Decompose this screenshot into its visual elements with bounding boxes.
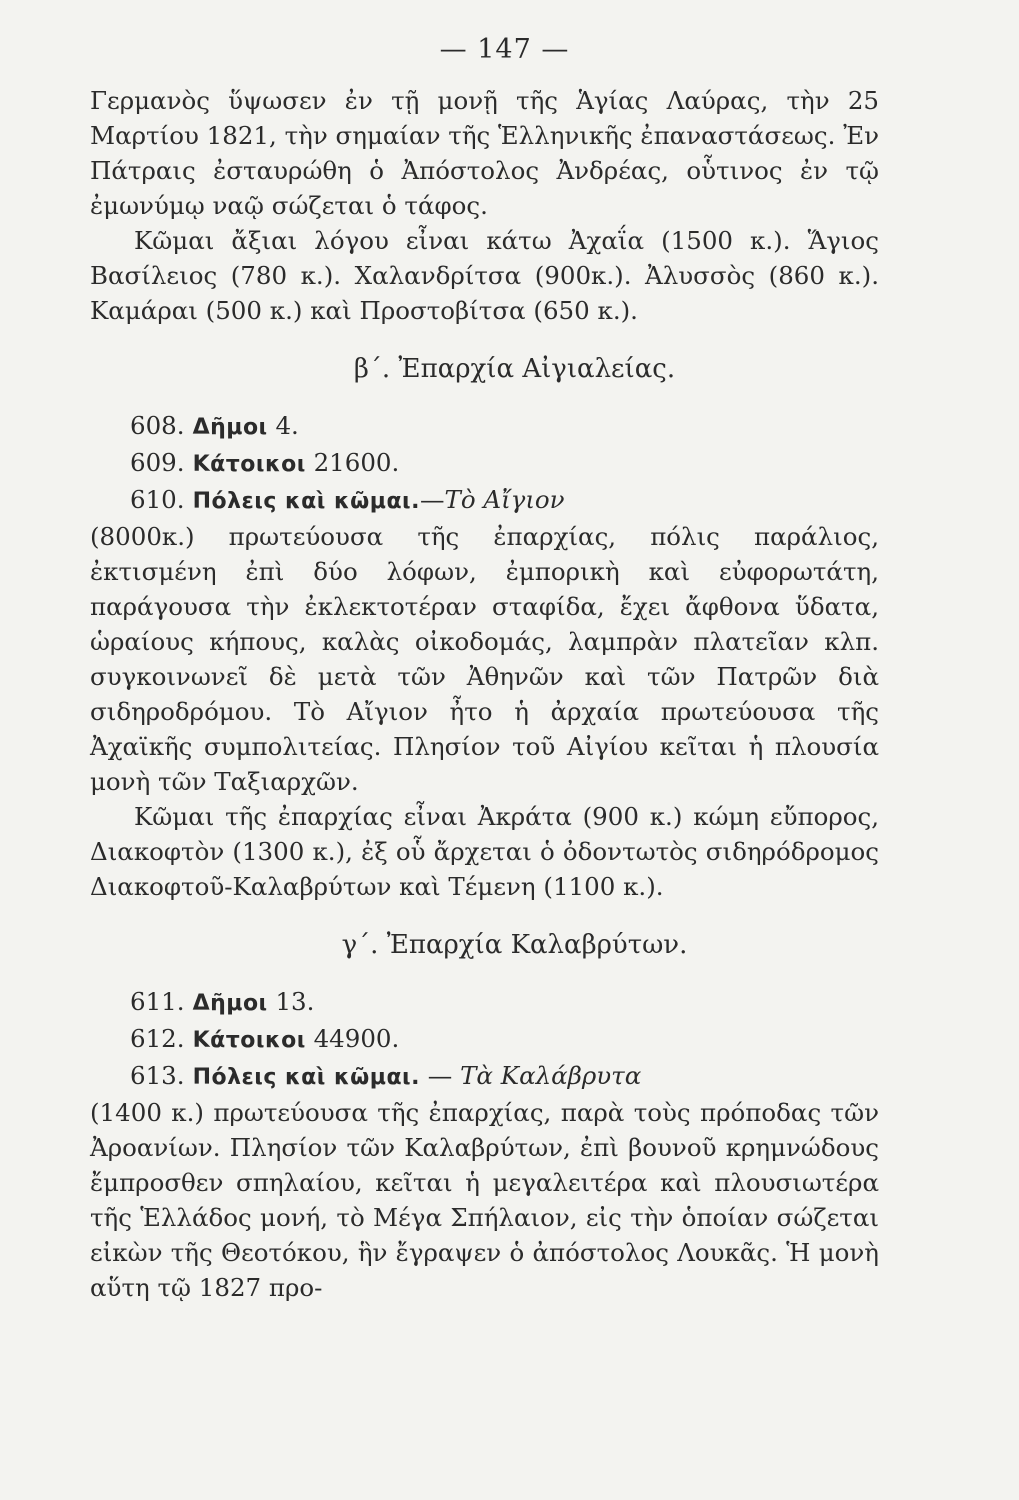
item-italic-town: Τὸ Αἴγιον <box>444 485 565 514</box>
item-610-text: (8000κ.) πρωτεύουσα τῆς ἐπαρχίας, πόλις παράλιος, ἐκτισμένη ἐπὶ δύο λόφων, ἐμπορικὴ καὶ εὐφορωτάτη, παράγουσα τὴν ἐκλεκτοτέραν σταφίδα, ἔχει ἄφθονα ὕδατα, ὡραίους κήπους, καλὰς οἰκοδομάς, λαμπρὰν πλατεῖαν κλπ. συγκοινωνεῖ δὲ μετὰ τῶν Ἀθηνῶν καὶ τῶν Πατρῶν διὰ σιδηροδρόμου. Τὸ Αἴγιον ἦτο ἡ ἀρχαία πρωτεύουσα τῆς Ἀχαϊκῆς συμπολιτείας. Πλησίον τοῦ Αἰγίου κεῖται ἡ πλουσία μονὴ τῶν Ταξιαρχῶν. <box>90 522 879 796</box>
item-label: Πόλεις καὶ κῶμαι. <box>192 1065 420 1090</box>
item-610-poleis <box>90 482 879 519</box>
section-heading-kalavryta: γ΄. Ἐπαρχία Καλαβρύτων. <box>341 930 688 960</box>
item-value: 21600. <box>313 448 400 477</box>
item-label: Πόλεις καὶ κῶμαι. <box>192 489 420 514</box>
item-label: Δῆμοι <box>192 415 268 440</box>
item-number: 609. <box>130 448 185 477</box>
item-label: Κάτοικοι <box>192 452 306 477</box>
item-value: 13. <box>275 987 315 1016</box>
page-number: — 147 — <box>439 34 570 65</box>
item-label: Κάτοικοι <box>192 1028 306 1053</box>
item-611-demoi <box>90 984 879 1021</box>
item-612-katoikoi <box>90 1021 879 1058</box>
item-608-demoi <box>90 408 879 445</box>
item-value: 4. <box>275 411 299 440</box>
intro-paragraph-2: Κῶμαι ἄξιαι λόγου εἶναι κάτω Ἀχαΐα (1500 κ.). Ἅγιος Βασίλειος (780 κ.). Χαλανδρίτσα (900κ.). Ἀλυσσὸς (860 κ.). Καμάραι (500 κ.) καὶ Προστοβίτσα (650 κ.). <box>90 226 879 325</box>
intro-paragraph-1: Γερμανὸς ὕψωσεν ἐν τῇ μονῇ τῆς Ἁγίας Λαύρας, τὴν 25 Μαρτίου 1821, τὴν σημαίαν τῆς Ἑλληνικῆς ἐπαναστάσεως. Ἐν Πάτραις ἐσταυρώθη ὁ Ἀπόστολος Ἀνδρέας, οὗτινος ἐν τῷ ἐμωνύμῳ ναῷ σώζεται ὁ τάφος. <box>90 86 879 220</box>
item-dash: — <box>427 1061 453 1090</box>
item-number: 611. <box>130 987 185 1016</box>
item-number: 613. <box>130 1061 185 1090</box>
item-number: 610. <box>130 485 185 514</box>
section-heading-aigialeia: β΄. Ἐπαρχία Αἰγιαλείας. <box>353 354 676 384</box>
item-613-text: (1400 κ.) πρωτεύουσα τῆς ἐπαρχίας, παρὰ τοὺς πρόποδας τῶν Ἀροανίων. Πλησίον τῶν Καλαβρύτων, ἐπὶ βουνοῦ κρημνώδους ἔμπροσθεν σπηλαίου, κεῖται ἡ μεγαλειτέρα καὶ πλουσιωτέρα τῆς Ἑλλάδος μονή, τὸ Μέγα Σπήλαιον, εἰς τὴν ὁποίαν σώζεται εἰκὼν τῆς Θεοτόκου, ἣν ἔγραψεν ὁ ἀπόστολος Λουκᾶς. Ἡ μονὴ αὕτη τῷ 1827 προ- <box>90 1098 879 1302</box>
item-number: 612. <box>130 1024 185 1053</box>
item-italic-town: Τὰ Καλάβρυτα <box>460 1061 642 1090</box>
item-dash: — <box>420 485 445 514</box>
villages-paragraph: Κῶμαι τῆς ἐπαρχίας εἶναι Ἀκράτα (900 κ.) κώμη εὔπορος, Διακοφτὸν (1300 κ.), ἐξ οὗ ἄρχεται ὁ ὀδοντωτὸς σιδηρόδρομος Διακοφτοῦ-Καλαβρύτων καὶ Τέμενη (1100 κ.). <box>90 802 879 901</box>
item-609-katoikoi <box>90 445 879 482</box>
item-label: Δῆμοι <box>192 991 268 1016</box>
item-value: 44900. <box>313 1024 400 1053</box>
item-613-poleis <box>90 1058 879 1095</box>
item-number: 608. <box>130 411 185 440</box>
